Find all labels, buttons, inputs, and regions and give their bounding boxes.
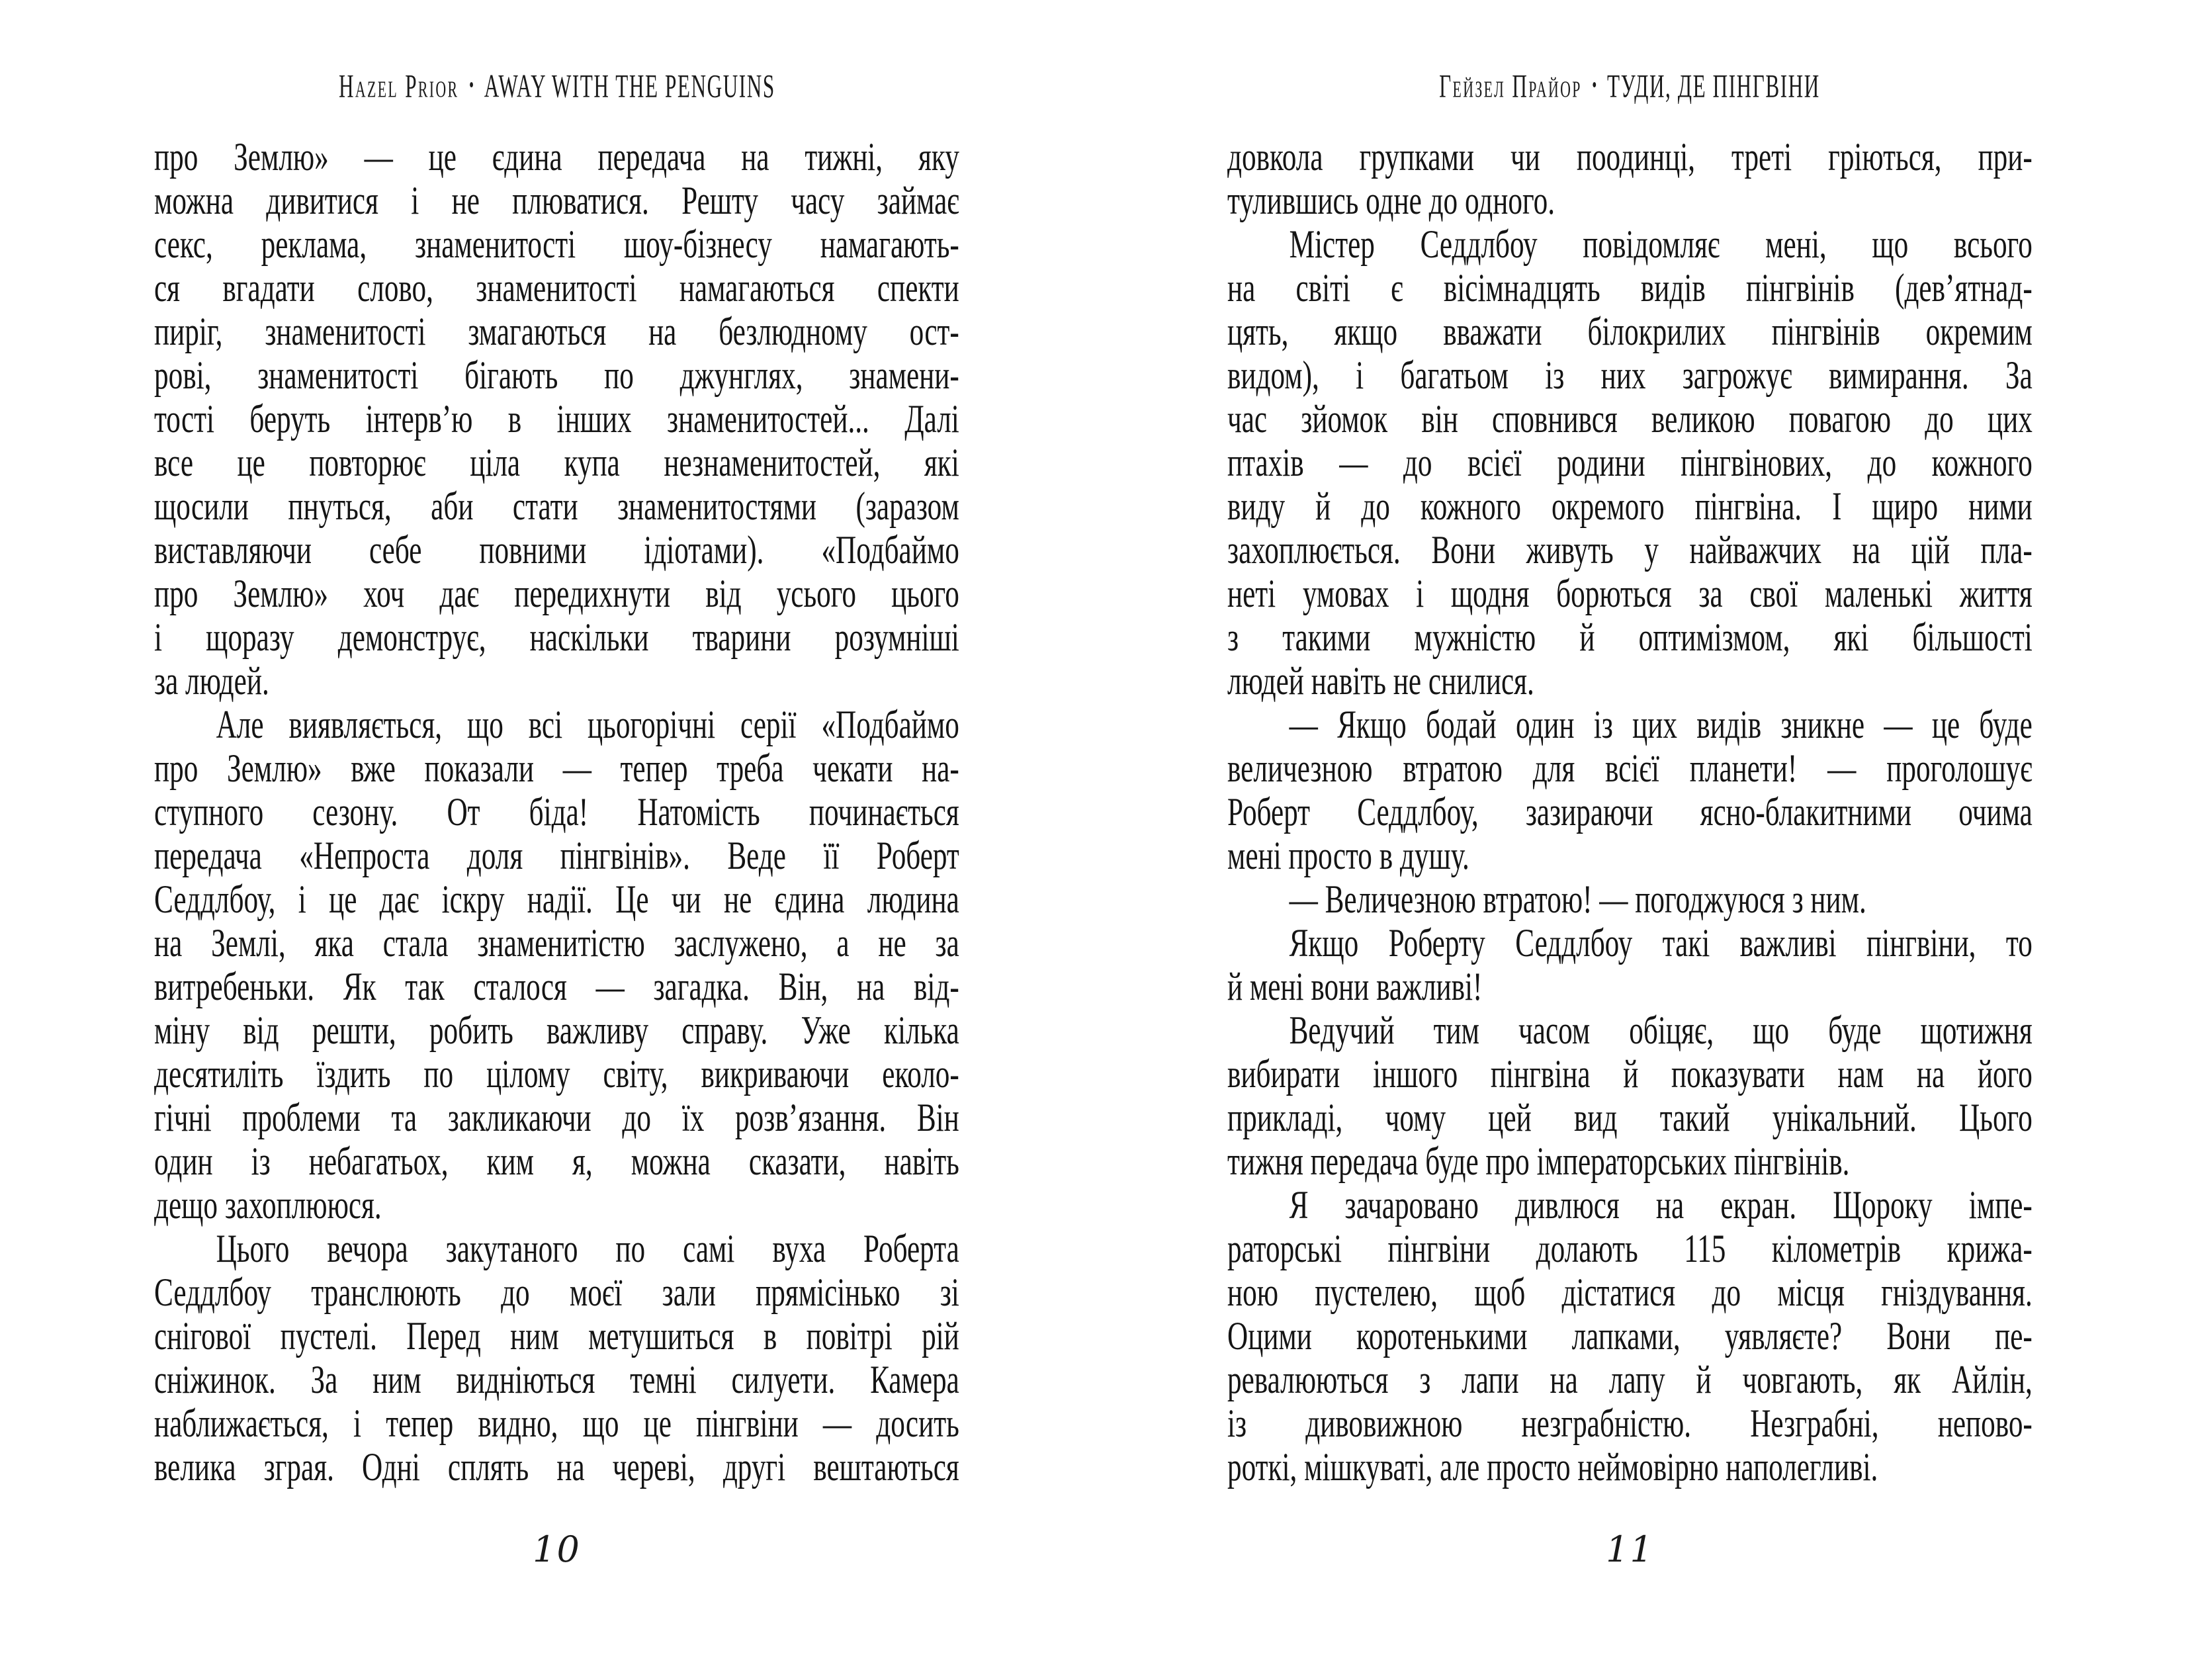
text-line: виду й до кожного окремого пінгвіна. І щиро ними <box>1227 484 2033 528</box>
paragraph <box>154 703 959 1227</box>
text-line: десятиліть їздить по цілому світу, викриваючи еколо- <box>154 1052 959 1096</box>
running-head-right <box>1227 66 2033 105</box>
text-line: міну від решти, робить важливу справу. Уже кілька <box>154 1008 959 1052</box>
text-line: величезною втратою для всієї планети! — проголошує <box>1227 746 2033 790</box>
text-line: рові, знаменитості бігають по джунглях, знамени- <box>154 353 959 397</box>
page-number-left: 10 <box>533 1528 581 1570</box>
text-line: Я зачаровано дивлюся на екран. Щороку імпе- <box>1289 1183 2033 1227</box>
text-line: на світі є вісімнадцять видів пінгвінів (дев’ятнад- <box>1227 266 2033 310</box>
text-line: неті умовах і щодня борються за свої маленькі життя <box>1227 572 2033 615</box>
text-line: наближається, і тепер видно, що це пінгвіни — досить <box>154 1401 959 1445</box>
bullet-separator-icon: • <box>468 73 474 97</box>
text-line: щосили пнуться, аби стати знаменитостями (заразом <box>154 484 959 528</box>
paragraph <box>154 1227 959 1489</box>
text-line: можна дивитися і не плюватися. Решту часу займає <box>154 179 959 222</box>
text-line: й мені вони важливі! <box>1227 965 1483 1008</box>
text-block-left <box>154 135 959 1489</box>
running-head-author: Hazel Prior <box>338 67 459 105</box>
paragraph <box>1227 135 2033 222</box>
text-line: Але виявляється, що всі цьогорічні серії «Подбаймо <box>216 703 959 746</box>
text-line: тулившись одне до одного. <box>1227 179 1555 222</box>
text-line: захоплюється. Вони живуть у найважчих на цій пла- <box>1227 528 2033 572</box>
running-head-right-inner <box>1440 66 1821 105</box>
text-line: з такими мужністю й оптимізмом, які більшості <box>1227 615 2033 659</box>
page-number-right: 11 <box>1606 1528 1654 1570</box>
running-head-title: AWAY WITH THE PENGUINS <box>484 67 775 105</box>
text-line: вибирати іншого пінгвіна й показувати нам на його <box>1227 1052 2033 1096</box>
text-line: велика зграя. Одні сплять на череві, другі вештаються <box>154 1445 959 1489</box>
paragraph <box>154 135 959 703</box>
running-head-author: Гейзел Прайор <box>1439 67 1583 105</box>
text-line: Седдлбоу, і це дає іскру надії. Це чи не єдина людина <box>154 877 959 921</box>
text-line: передача «Непроста доля пінгвінів». Веде її Роберт <box>154 834 959 877</box>
paragraph <box>1227 877 2033 921</box>
text-line: довкола групками чи поодинці, треті гріються, при- <box>1227 135 2033 179</box>
paragraph <box>1227 1008 2033 1183</box>
paragraph <box>1227 703 2033 877</box>
running-head-title: ТУДИ, ДЕ ПІНГВІНИ <box>1607 67 1821 105</box>
paragraph <box>1227 1183 2033 1489</box>
text-line: один із небагатьох, ким я, можна сказати, навіть <box>154 1139 959 1183</box>
text-line: про Землю» хоч дає передихнути від усього цього <box>154 572 959 615</box>
running-head-left-inner <box>339 66 775 105</box>
text-line: Містер Седдлбоу повідомляє мені, що всього <box>1289 222 2033 266</box>
paragraph <box>1227 222 2033 703</box>
text-line: гічні проблеми та закликаючи до їх розв’язання. Він <box>154 1096 959 1139</box>
text-line: сніжинок. За ним видніються темні силуети. Камера <box>154 1358 959 1401</box>
text-line: пиріг, знаменитості змагаються на безлюдному ост- <box>154 310 959 353</box>
text-line: Якщо Роберту Седдлбоу такі важливі пінгвіни, то <box>1289 921 2033 965</box>
text-line: ною пустелею, щоб дістатися до місця гніздування. <box>1227 1270 2033 1314</box>
text-line: Оцими коротенькими лапками, уявляєте? Вони пе- <box>1227 1314 2033 1358</box>
text-line: і щоразу демонструє, наскільки тварини розумніші <box>154 615 959 659</box>
text-line: витребеньки. Як так сталося — загадка. Він, на від- <box>154 965 959 1008</box>
text-line: Ведучий тим часом обіцяє, що буде щотижня <box>1289 1008 2033 1052</box>
text-line: птахів — до всієї родини пінгвінових, до кожного <box>1227 441 2033 484</box>
text-line: ревалюються з лапи на лапу й човгають, як Айлін, <box>1227 1358 2033 1401</box>
text-line: дещо захоплююся. <box>154 1183 382 1227</box>
text-line: видом), і багатьом із них загрожує вимирання. За <box>1227 353 2033 397</box>
text-line: тижня передача буде про імператорських пінгвінів. <box>1227 1139 1850 1183</box>
text-line: секс, реклама, знаменитості шоу-бізнесу намагають- <box>154 222 959 266</box>
text-line: тості беруть інтерв’ю в інших знаменитостей... Далі <box>154 397 959 441</box>
text-line: — Величезною втратою! — погоджуюся з ним. <box>1289 877 1866 921</box>
text-line: на Землі, яка стала знаменитістю заслужено, а не за <box>154 921 959 965</box>
text-block-right <box>1227 135 2033 1489</box>
text-line: людей навіть не снилися. <box>1227 659 1534 703</box>
paragraph <box>1227 921 2033 1008</box>
text-line: час зйомок він сповнився великою повагою до цих <box>1227 397 2033 441</box>
text-line: про Землю» вже показали — тепер треба чекати на- <box>154 746 959 790</box>
text-line: снігової пустелі. Перед ним метушиться в повітрі рій <box>154 1314 959 1358</box>
text-line: виставляючи себе повними ідіотами). «Подбаймо <box>154 528 959 572</box>
text-line: Цього вечора закутаного по самі вуха Роберта <box>216 1227 959 1270</box>
text-line: роткі, мішкуваті, але просто неймовірно наполегливі. <box>1227 1445 1878 1489</box>
text-line: Роберт Седдлбоу, зазираючи ясно-блакитними очима <box>1227 790 2033 834</box>
text-line: раторські пінгвіни долають 115 кілометрів крижа- <box>1227 1227 2033 1270</box>
text-line: ступного сезону. От біда! Натомість починається <box>154 790 959 834</box>
text-line: цять, якщо вважати білокрилих пінгвінів окремим <box>1227 310 2033 353</box>
text-line: про Землю» — це єдина передача на тижні, яку <box>154 135 959 179</box>
page-left <box>154 0 959 1680</box>
running-head-left <box>154 66 959 105</box>
text-line: мені просто в душу. <box>1227 834 1469 877</box>
text-line: Седдлбоу транслюють до моєї зали прямісінько зі <box>154 1270 959 1314</box>
bullet-separator-icon: • <box>1592 73 1597 97</box>
text-line: — Якщо бодай один із цих видів зникне — це буде <box>1289 703 2033 746</box>
text-line: все це повторює ціла купа незнаменитостей, які <box>154 441 959 484</box>
text-line: прикладі, чому цей вид такий унікальний. Цього <box>1227 1096 2033 1139</box>
text-line: ся вгадати слово, знаменитості намагаються спекти <box>154 266 959 310</box>
page-right <box>1227 0 2033 1680</box>
text-line: із дивовижною незграбністю. Незграбні, непово- <box>1227 1401 2033 1445</box>
text-line: за людей. <box>154 659 269 703</box>
